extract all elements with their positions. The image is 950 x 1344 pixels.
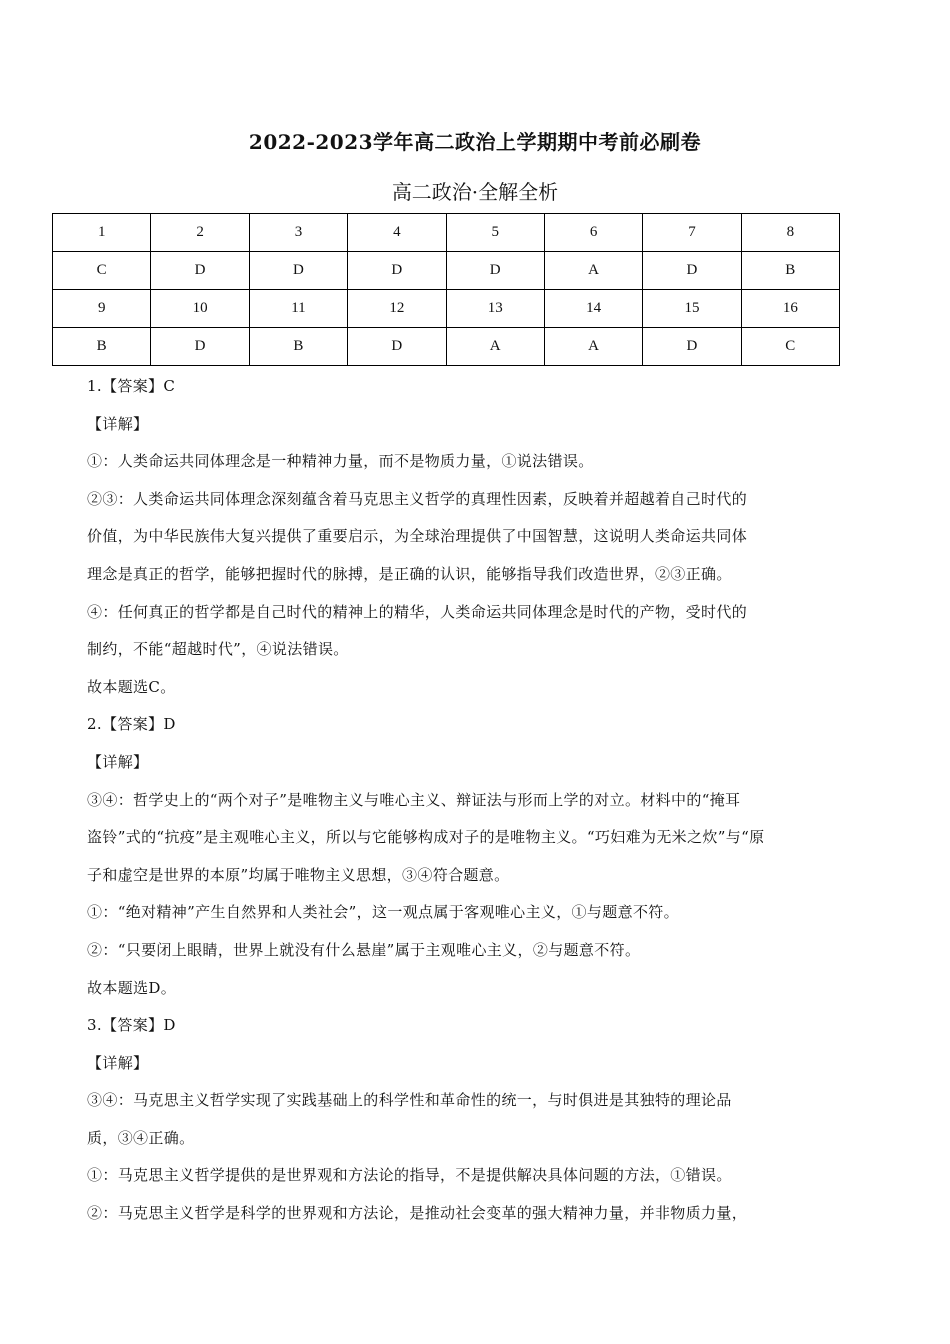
conclusion-line: 故本题选C。	[87, 677, 176, 696]
table-cell: D	[643, 252, 741, 290]
table-cell: B	[249, 328, 347, 366]
table-cell: 13	[446, 290, 544, 328]
paragraph-line: 理念是真正的哲学，能够把握时代的脉搏，是正确的认识，能够指导我们改造世界，②③正确。	[87, 564, 732, 583]
explanation-heading: 【详解】	[87, 752, 149, 771]
table-cell: 6	[544, 214, 642, 252]
document-subtitle: 高二政治·全解全析	[391, 180, 559, 204]
table-row-question-numbers	[53, 290, 840, 328]
paragraph-line: ②：马克思主义哲学是科学的世界观和方法论，是推动社会变革的强大精神力量，并非物质力量，	[87, 1204, 748, 1223]
paragraph-line: ②：“只要闭上眼睛，世界上就没有什么悬崖”属于主观唯心主义，②与题意不符。	[87, 940, 641, 959]
explanation-heading: 【详解】	[87, 1053, 149, 1072]
table-cell: D	[643, 328, 741, 366]
paragraph-line: 质，③④正确。	[87, 1128, 195, 1147]
table-cell: A	[544, 252, 642, 290]
paragraph-line: 盗铃”式的“抗疫”是主观唯心主义，所以与它能够构成对子的是唯物主义。“巧妇难为无米之炊”与“原	[87, 828, 765, 847]
table-cell: 9	[53, 290, 151, 328]
paragraph-line: 价值，为中华民族伟大复兴提供了重要启示，为全球治理提供了中国智慧，这说明人类命运共同体	[87, 527, 748, 546]
table-cell: A	[446, 328, 544, 366]
paragraph-line: 子和虚空是世界的本原”均属于唯物主义思想，③④符合题意。	[87, 865, 510, 884]
table-cell: D	[151, 252, 249, 290]
table-cell: 16	[741, 290, 839, 328]
table-cell: D	[348, 252, 446, 290]
document-title: 2022-2023学年高二政治上学期期中考前必刷卷	[248, 130, 702, 154]
table-cell: D	[446, 252, 544, 290]
paragraph-line: 制约，不能“超越时代”，④说法错误。	[87, 640, 349, 659]
table-cell: B	[53, 328, 151, 366]
table-cell: C	[53, 252, 151, 290]
table-cell: 2	[151, 214, 249, 252]
table-cell: 15	[643, 290, 741, 328]
table-cell: 3	[249, 214, 347, 252]
table-cell: 12	[348, 290, 446, 328]
table-cell: D	[151, 328, 249, 366]
table-cell: A	[544, 328, 642, 366]
table-cell: D	[249, 252, 347, 290]
paragraph-line: ③④：哲学史上的“两个对子”是唯物主义与唯心主义、辩证法与形而上学的对立。材料中的“掩耳	[87, 790, 741, 809]
table-cell: 5	[446, 214, 544, 252]
table-cell: 4	[348, 214, 446, 252]
table-row-question-numbers	[53, 214, 840, 252]
table-cell: 7	[643, 214, 741, 252]
answer-heading-2: 2.【答案】D	[87, 715, 176, 734]
answer-heading-3: 3.【答案】D	[87, 1016, 176, 1035]
explanation-body	[87, 368, 812, 1233]
answer-key-table	[52, 213, 840, 366]
paragraph-line: ②③：人类命运共同体理念深刻蕴含着马克思主义哲学的真理性因素，反映着并超越着自己时代的	[87, 489, 748, 508]
table-cell: 10	[151, 290, 249, 328]
paragraph-line: ①：“绝对精神”产生自然界和人类社会”，这一观点属于客观唯心主义，①与题意不符。	[87, 903, 680, 922]
explanation-heading: 【详解】	[87, 414, 149, 433]
table-cell: B	[741, 252, 839, 290]
table-cell: C	[741, 328, 839, 366]
paragraph-line: ④：任何真正的哲学都是自己时代的精神上的精华，人类命运共同体理念是时代的产物，受时代的	[87, 602, 748, 621]
paragraph-line: ①：人类命运共同体理念是一种精神力量，而不是物质力量，①说法错误。	[87, 452, 594, 471]
table-cell: D	[348, 328, 446, 366]
table-row-answers	[53, 252, 840, 290]
table-cell: 11	[249, 290, 347, 328]
table-cell: 1	[53, 214, 151, 252]
table-row-answers	[53, 328, 840, 366]
paragraph-line: ①：马克思主义哲学提供的是世界观和方法论的指导，不是提供解决具体问题的方法，①错误。	[87, 1166, 732, 1185]
answer-heading-1: 1.【答案】C	[87, 377, 176, 395]
table-cell: 8	[741, 214, 839, 252]
conclusion-line: 故本题选D。	[87, 978, 177, 997]
paragraph-line: ③④：马克思主义哲学实现了实践基础上的科学性和革命性的统一，与时俱进是其独特的理论品	[87, 1091, 732, 1110]
table-cell: 14	[544, 290, 642, 328]
